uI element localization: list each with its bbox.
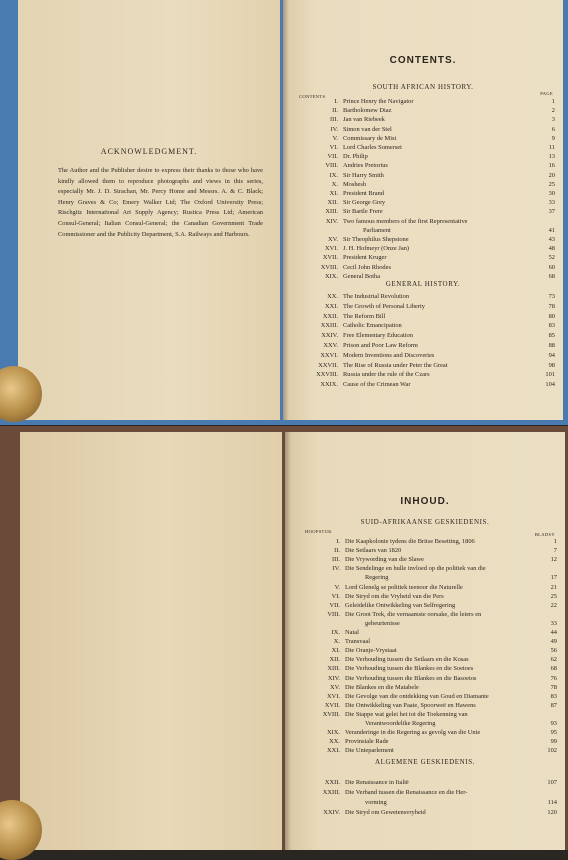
toc-entry	[285, 719, 565, 728]
toc-entry-page: 73	[548, 293, 555, 300]
toc-entry	[285, 610, 565, 619]
toc-entry-number: XX.	[327, 293, 338, 300]
blank-left-page	[20, 432, 282, 850]
toc-entry-page: 104	[545, 381, 555, 389]
toc-entry-number: XXIII.	[320, 322, 338, 330]
toc-entry-number: XVI.	[325, 245, 338, 253]
toc-entry-page: 68	[550, 665, 557, 673]
toc-entry-title: Prince Henry the Navigator	[343, 98, 414, 105]
toc-entry-page: 9	[551, 134, 555, 142]
toc-entry-title: Die Verhouding tussen die Setlaars en die Kosas	[345, 656, 469, 664]
toc-entry-page: 44	[550, 629, 557, 636]
toc-entry	[283, 341, 563, 350]
toc-entry-title: Simon van der Stel	[343, 125, 392, 133]
toc-entry-number: III.	[332, 556, 340, 564]
toc-entry-title: Verantwoordelike Regering	[365, 720, 436, 727]
toc-entry-title: Cause of the Crimean War	[343, 381, 411, 389]
toc-entry	[285, 788, 565, 797]
toc-entry	[285, 628, 565, 637]
toc-entry-page: 78	[550, 683, 557, 691]
toc-entry	[283, 312, 563, 321]
toc-entry	[283, 302, 563, 311]
toc-entry-page: 16	[548, 162, 555, 170]
toc-entry-page: 3	[551, 116, 555, 124]
toc-entry-number: XVI.	[327, 692, 340, 700]
toc-entry	[285, 737, 565, 746]
section-algemene-geskiedenis: ALGEMENE GESKIEDENIS.	[374, 758, 476, 766]
top-gutter-shadow	[283, 0, 289, 420]
toc-entry-page: 20	[548, 171, 555, 179]
toc-entry-page: 99	[550, 738, 557, 746]
toc-entry	[283, 263, 563, 272]
toc-entry-title: Russia under the rule of the Czars	[343, 371, 430, 379]
toc-entry	[285, 592, 565, 601]
toc-entry-number: XXI.	[327, 747, 340, 755]
toc-entry-number: X.	[331, 180, 338, 188]
toc-entry-title: Provinsiale Rade	[345, 738, 389, 746]
toc-entry	[283, 226, 563, 235]
toc-entry-title: Die Ontwikkeling van Paaie, Spoorweë en Hawens	[345, 701, 476, 709]
toc-entry-page: 1	[551, 98, 555, 105]
toc-entry-number: XV.	[329, 683, 340, 691]
toc-entry-number: XIX.	[327, 729, 340, 737]
toc-entry	[283, 198, 563, 207]
toc-entry-title: Veranderinge in die Regering as gevolg van die Unie	[345, 729, 481, 737]
toc-entry-page: 101	[545, 371, 555, 379]
toc-entry-number: VI.	[329, 144, 338, 151]
toc-entry-page: 80	[548, 312, 555, 320]
toc-entry-title: Geleidelike Ontwikkeling van Selfregering	[345, 601, 456, 609]
toc-entry-title: Andries Pretorius	[343, 162, 388, 170]
acknowledgment-text: The Author and the Publisher desire to express their thanks to those who have kindly allowed them to reproduce photographs and views in this series, especially Mr. J. D. Strachan, Mr. Percy Home and Messrs. A. & C. Black; Henry Graves & Co; Emery Walker Ltd; The Oxford University Press; Rischgitz International Art Supply Agency; Rustica Press Ltd; American Consul-General; Italian Consul-General; the Canadian Government Trade Commissioner and the Publicity Department, S.A. Railways and Harbours.	[58, 167, 263, 238]
toc-entry-title: Lord Charles Somerset	[343, 144, 402, 151]
toc-entry-page: 17	[550, 574, 557, 582]
toc-entry	[285, 808, 565, 817]
toc-entry	[285, 664, 565, 673]
toc-entry	[283, 253, 563, 262]
toc-entry-number: XXIX.	[320, 381, 338, 389]
toc-entry	[285, 710, 565, 719]
toc-entry-number: XXV.	[323, 342, 338, 349]
toc-entry-title: Commissary de Mist	[343, 134, 397, 142]
toc-entry-page: 93	[550, 720, 557, 727]
toc-entry-page: 2	[551, 107, 555, 115]
toc-entry	[283, 106, 563, 115]
toc-entry-title: Free Elementary Education	[343, 332, 413, 340]
toc-entry-number: IV.	[332, 565, 340, 573]
toc-entry-title: Sir Theophilus Shepstone	[343, 236, 409, 243]
toc-entry-page: 60	[548, 263, 555, 271]
toc-entry	[283, 207, 563, 216]
toc-entry-title: Die Oranje-Vrystaat	[345, 647, 397, 655]
toc-entry	[285, 546, 565, 555]
toc-entry-number: II.	[332, 107, 338, 115]
toc-entry	[283, 97, 563, 106]
toc-entry-number: XXIV.	[321, 332, 338, 340]
toc-entry-page: 62	[550, 656, 557, 664]
toc-entry-page: 1	[553, 538, 557, 545]
toc-entry-title: Die Sendelinge en hulle invloed op die politiek van die	[345, 565, 486, 573]
toc-entry	[285, 646, 565, 655]
toc-entry-title: Sir George Grey	[343, 199, 386, 207]
toc-entry-number: XV.	[327, 236, 338, 243]
toc-entry-title: Catholic Emancipation	[343, 322, 402, 330]
toc-entry	[285, 555, 565, 564]
toc-entry-page: 83	[548, 322, 555, 330]
toc-entry-page: 13	[548, 153, 555, 161]
toc-entry	[283, 380, 563, 389]
toc-entry	[285, 564, 565, 573]
toc-entry-page: 7	[553, 547, 557, 555]
toc-entry-title: gebeurtenisse	[365, 619, 400, 627]
toc-entry-page: 48	[548, 245, 555, 253]
toc-entry-title: Sir Harry Smith	[343, 171, 384, 179]
toc-entry	[283, 331, 563, 340]
toc-entry-number: VIII.	[325, 162, 338, 170]
toc-entry	[283, 115, 563, 124]
toc-entry-number: XXIV.	[323, 809, 340, 816]
toc-entry-title: The Growth of Personal Liberty	[343, 302, 425, 310]
toc-entry-title: Bartholomew Diaz	[343, 107, 392, 115]
toc-entry	[285, 683, 565, 692]
toc-entry-number: XXVI.	[320, 351, 338, 359]
toc-entry	[283, 235, 563, 244]
toc-entry-number: XXII.	[324, 779, 340, 786]
toc-entry-title: Jan van Riebeek	[343, 116, 385, 124]
toc-entry-page: 78	[548, 302, 555, 310]
toc-entry	[283, 189, 563, 198]
toc-entry-number: XXVIII.	[316, 371, 338, 379]
section-suid-afrikaanse-geskiedenis: SUID-AFRIKAANSE GESKIEDENIS.	[360, 518, 490, 526]
toc-entry-page: 107	[547, 779, 557, 786]
toc-entry-title: Lord Glenelg se politiek teenoor die Naturelle	[345, 583, 463, 591]
toc-entry-title: Cecil John Rhodes	[343, 263, 391, 271]
toc-entry	[283, 292, 563, 301]
toc-entry-title: Regering	[365, 574, 389, 582]
toc-entry-number: XII.	[329, 656, 340, 664]
toc-entry-title: Die Kaapkolonie tydens die Britse Besetting, 1806	[345, 538, 475, 545]
toc-entry	[283, 171, 563, 180]
toc-entry-number: XXIII.	[322, 789, 340, 796]
toc-entry-page: 12	[550, 556, 557, 564]
inhoud-title: INHOUD.	[400, 496, 450, 507]
toc-entry-page: 52	[548, 254, 555, 262]
toc-entry-title: The Rise of Russia under Peter the Great	[343, 361, 448, 369]
toc-entry-page: 49	[550, 638, 557, 646]
toc-entry-title: Die Verband tussen die Renaissance en die Her-	[345, 789, 468, 796]
toc-entry-number: XX.	[329, 738, 340, 746]
toc-entry-number: II.	[334, 547, 340, 555]
toc-entry-number: IX.	[331, 629, 340, 636]
toc-entry-page: 43	[548, 236, 555, 243]
toc-entry	[285, 583, 565, 592]
toc-entry-title: General Botha	[343, 272, 381, 280]
toc-entry	[285, 655, 565, 664]
toc-entry	[285, 778, 565, 787]
toc-entry	[283, 134, 563, 143]
toc-entry-page: 114	[547, 799, 557, 806]
toc-entry	[285, 619, 565, 628]
toc-entry-number: VIII.	[327, 610, 340, 618]
toc-entry	[283, 125, 563, 134]
toc-entry-title: Modern Inventions and Discoveries	[343, 351, 435, 359]
inhoud-page	[285, 432, 565, 850]
toc-entry	[283, 161, 563, 170]
toc-entry-number: XVIII.	[322, 710, 340, 718]
toc-entry	[285, 798, 565, 807]
toc-entry-title: Die Verhouding tussen die Blankes en die Basoetos	[345, 674, 477, 682]
toc-entry	[285, 701, 565, 710]
toc-entry-number: VII.	[327, 153, 338, 161]
toc-entry-page: 102	[547, 747, 557, 755]
page-column-label: PAGE	[540, 91, 553, 96]
toc-entry-title: The Industrial Revolution	[343, 293, 410, 300]
toc-entry-number: XIX.	[325, 272, 338, 280]
toc-entry-number: XXVII.	[318, 361, 338, 369]
toc-entry-title: Sir Bartle Frere	[343, 208, 383, 216]
toc-entry-number: V.	[332, 134, 338, 142]
toc-entry-page: 87	[550, 701, 557, 709]
toc-entry-number: X.	[333, 638, 340, 646]
toc-entry-number: XVIII.	[320, 263, 338, 271]
toc-entry-page: 33	[550, 619, 557, 627]
contents-column-label: CONTENTS	[299, 94, 326, 99]
toc-entry-page: 33	[548, 199, 555, 207]
acknowledgment-title: ACKNOWLEDGMENT.	[100, 147, 198, 156]
toc-entry-page: 25	[548, 180, 555, 188]
toc-entry-page: 120	[547, 809, 557, 816]
section-south-african-history: SOUTH AFRICAN HISTORY.	[372, 83, 474, 91]
toc-entry-title: Die Gevolge van die ontdekking van Goud en Diamante	[345, 692, 489, 700]
toc-entry-number: XIV.	[325, 217, 338, 225]
toc-entry	[285, 692, 565, 701]
toc-entry-number: XXI.	[325, 302, 338, 310]
toc-entry	[283, 272, 563, 281]
toc-entry-page: 37	[548, 208, 555, 216]
toc-entry-number: XIII.	[325, 208, 338, 216]
toc-entry-number: XVII.	[322, 254, 338, 262]
toc-entry-title: President Kruger	[343, 254, 387, 262]
toc-entry-title: President Brand	[343, 190, 384, 197]
toc-entry-number: XII.	[327, 199, 338, 207]
toc-entry	[283, 152, 563, 161]
toc-entry-page: 25	[550, 592, 557, 600]
toc-entry-page: 56	[550, 647, 557, 655]
toc-entry-title: Moshesh	[343, 180, 367, 188]
toc-entry-number: V.	[334, 583, 340, 591]
toc-entry-title: J. H. Hofmeyr (Onze Jan)	[343, 245, 410, 253]
hoofstuk-column-label: HOOFSTUK	[305, 529, 332, 534]
toc-entry-number: XXII.	[322, 312, 338, 320]
toc-entry-number: I.	[336, 538, 340, 545]
bottom-gutter-shadow	[285, 432, 291, 850]
toc-entry-title: Natal	[345, 629, 359, 636]
toc-entry-page: 83	[550, 692, 557, 700]
toc-entry-title: Parliament	[363, 226, 391, 234]
toc-entry-page: 76	[550, 674, 557, 682]
toc-entry-number: I.	[334, 98, 338, 105]
toc-entry-number: III.	[330, 116, 338, 124]
toc-entry-number: XI.	[329, 190, 338, 197]
toc-entry-page: 68	[548, 272, 555, 280]
contents-page	[283, 0, 563, 420]
toc-entry-title: Die Vrywording van die Slawe	[345, 556, 425, 564]
toc-entry	[283, 370, 563, 379]
toc-entry-page: 21	[550, 583, 557, 591]
toc-entry	[283, 180, 563, 189]
toc-entry	[285, 728, 565, 737]
toc-entry	[285, 537, 565, 546]
toc-entry	[285, 637, 565, 646]
toc-entry	[285, 601, 565, 610]
toc-entry-title: Die Stryd om die Vryheid van die Pers	[345, 592, 444, 600]
toc-entry-page: 88	[548, 342, 555, 349]
toc-entry-title: Die Unieparlement	[345, 747, 394, 755]
toc-entry-title: The Reform Bill	[343, 312, 386, 320]
toc-entry-title: Die Verhouding tussen die Blankes en die Soetoes	[345, 665, 474, 673]
toc-entry-title: Die Stryd om Gewetensvryheid	[345, 809, 426, 816]
toc-entry	[283, 244, 563, 253]
toc-entry-page: 95	[550, 729, 557, 737]
toc-entry-number: XVII.	[324, 701, 340, 709]
toc-entry-title: Transvaal	[345, 638, 370, 646]
section-general-history: GENERAL HISTORY.	[385, 280, 461, 288]
toc-entry-title: Die Setlaars van 1820	[345, 547, 402, 555]
toc-entry-page: 6	[551, 125, 555, 133]
acknowledgment-page	[18, 0, 280, 420]
toc-entry-number: VII.	[329, 601, 340, 609]
toc-entry-page: 11	[548, 144, 555, 151]
toc-entry-number: VI.	[331, 592, 340, 600]
toc-entry	[283, 361, 563, 370]
toc-entry-title: vorming	[365, 799, 387, 806]
toc-entry	[285, 674, 565, 683]
toc-entry-number: IV.	[330, 125, 338, 133]
toc-entry-title: Die Groot Trek, die vernaamste oorsake, die leiers en	[345, 610, 482, 618]
toc-entry-number: IX.	[329, 171, 338, 179]
toc-entry-title: Prison and Poor Law Reform	[343, 342, 418, 349]
toc-entry-page: 30	[548, 190, 555, 197]
toc-entry-title: Two famous members of the first Representative	[343, 217, 468, 225]
toc-entry-title: Dr. Philip	[343, 153, 368, 161]
toc-entry	[283, 321, 563, 330]
toc-entry-page: 94	[548, 351, 555, 359]
toc-entry-title: Die Renaissance in Italië	[345, 779, 409, 786]
toc-entry-page: 41	[548, 226, 555, 234]
toc-entry	[285, 573, 565, 582]
toc-entry-number: XIII.	[327, 665, 340, 673]
contents-title: CONTENTS.	[389, 55, 457, 66]
toc-entry-title: Die Blankes en die Matabele	[345, 683, 419, 691]
toc-entry	[283, 217, 563, 226]
toc-entry-title: Die Stappe wat gelei het tot die Toekenning van	[345, 710, 468, 718]
toc-entry	[285, 746, 565, 755]
toc-entry-page: 98	[548, 361, 555, 369]
toc-entry	[283, 143, 563, 152]
toc-entry	[283, 351, 563, 360]
toc-entry-number: XIV.	[327, 674, 340, 682]
toc-entry-page: 22	[550, 601, 557, 609]
toc-entry-number: XI.	[331, 647, 340, 655]
toc-entry-page: 85	[548, 332, 555, 340]
bladsy-column-label: BLADSY	[534, 532, 555, 537]
